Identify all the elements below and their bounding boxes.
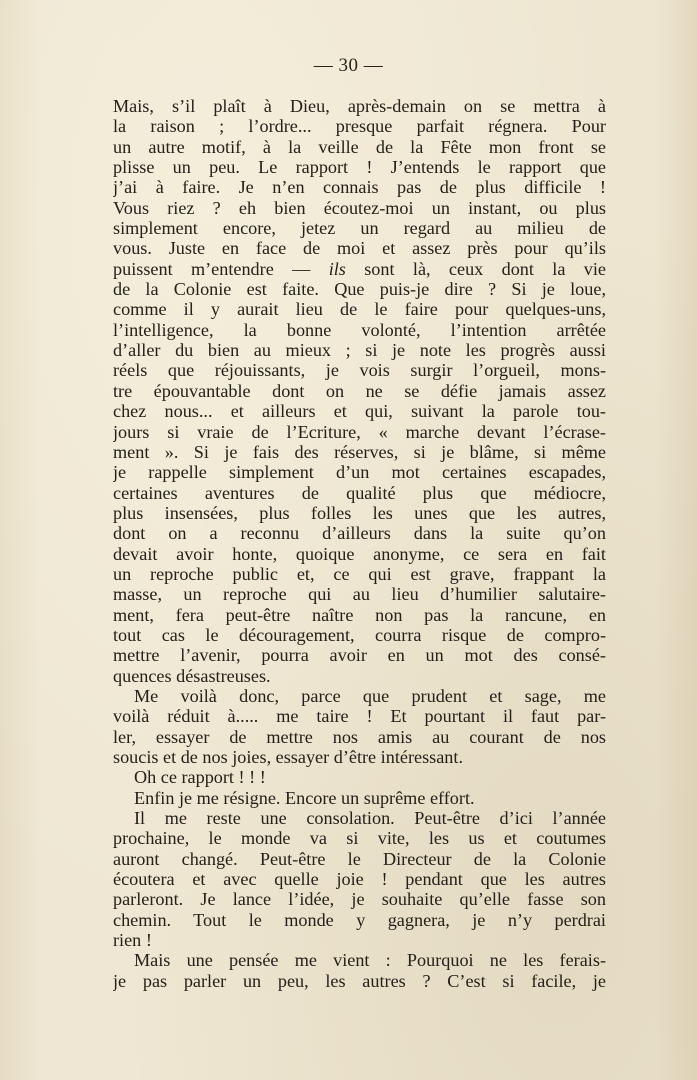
- text-line: Mais, s’il plaît à Dieu, après-demain on se mettra à: [113, 96, 606, 116]
- page-number: — 30 —: [313, 55, 384, 76]
- text-line: je pas parler un peu, les autres ? C’est si facile, je: [113, 970, 606, 991]
- text-line: je rappelle simplement d’un mot certaines escapades,: [113, 462, 606, 483]
- text-line: parleront. Je lance l’idée, je souhaite qu’elle fasse son: [113, 889, 606, 910]
- text-line: devait avoir honte, quoique anonyme, ce sera en fait: [113, 543, 606, 564]
- text-line: prochaine, le monde va si vite, les us et coutumes: [113, 828, 606, 849]
- text-line: masse, un reproche qui au lieu d’humilier salutaire-: [113, 584, 606, 605]
- text-line-segment: puissent m’entendre —: [113, 258, 329, 279]
- text-line: soucis et de nos joies, essayer d’être intéressant.: [113, 747, 464, 767]
- text-line: de la Colonie est faite. Que puis-je dire ? Si je loue,: [113, 279, 606, 300]
- text-line: chemin. Tout le monde y gagnera, je n’y perdrai: [113, 909, 606, 930]
- text-line: ment ». Si je fais des réserves, si je blâme, si même: [113, 441, 606, 462]
- text-line: plus insensées, plus folles les unes que les autres,: [113, 502, 606, 523]
- text-line: réels que réjouissants, je vois surgir l’orgueil, mons-: [113, 360, 606, 381]
- text-line: chez nous... et ailleurs et qui, suivant la parole tou-: [113, 401, 606, 422]
- text-line: Vous riez ? eh bien écoutez-moi un instant, ou plus: [113, 197, 606, 218]
- text-line: l’intelligence, la bonne volonté, l’intention arrêtée: [113, 319, 606, 340]
- text-line: certaines aventures de qualité plus que médiocre,: [113, 482, 606, 503]
- text-line: rien !: [113, 930, 152, 951]
- text-line: jours si vraie de l’Ecriture, « marche devant l’écrase-: [113, 421, 606, 442]
- text-line: écoutera et avec quelle joie ! pendant que les autres: [113, 869, 606, 890]
- text-line-segment: sont là, ceux dont la vie: [345, 258, 606, 279]
- text-line: simplement encore, jetez un regard au milieu de: [113, 218, 606, 239]
- text-line: Enfin je me résigne. Encore un suprême effort.: [134, 787, 475, 808]
- text-line: tre épouvantable dont on ne se défie jamais assez: [113, 380, 606, 401]
- text-line: d’aller du bien au mieux ; si je note les progrès aussi: [113, 340, 606, 361]
- text-line: la raison ; l’ordre... presque parfait régnera. Pour: [113, 116, 606, 137]
- text-line: ment, fera peut-être naître non pas la rancune, en: [113, 604, 606, 625]
- text-line: quences désastreuses.: [113, 665, 271, 686]
- text-line: auront changé. Peut-être le Directeur de la Colonie: [113, 848, 606, 869]
- text-line: Il me reste une consolation. Peut-être d’ici l’année: [134, 808, 606, 829]
- text-line: un reproche public et, ce qui est grave, frappant la: [113, 563, 606, 584]
- text-line: un autre motif, à la veille de la Fête mon front se: [113, 136, 606, 157]
- text-line: Oh ce rapport ! ! !: [134, 767, 266, 788]
- text-line: dont on a reconnu d’ailleurs dans la suite qu’on: [113, 523, 606, 544]
- text-line: Mais une pensée me vient : Pourquoi ne les ferais-: [134, 950, 606, 971]
- text-line: [113, 259, 606, 279]
- text-line: comme il y aurait lieu de le faire pour quelques-uns,: [113, 299, 606, 320]
- text-line: tout cas le découragement, courra risque de compro-: [113, 624, 606, 645]
- text-line: mettre l’avenir, pourra avoir en un mot des consé-: [113, 645, 606, 666]
- body-text: [113, 96, 606, 991]
- italic-word: ils: [328, 258, 346, 279]
- text-line: Me voilà donc, parce que prudent et sage, me: [134, 685, 606, 706]
- text-line: voilà réduit à..... me taire ! Et pourtant il faut par-: [113, 706, 606, 727]
- text-line: vous. Juste en face de moi et assez près pour qu’ils: [113, 238, 606, 259]
- text-line: j’ai à faire. Je n’en connais pas de plus difficile !: [113, 177, 606, 198]
- text-line: plisse un peu. Le rapport ! J’entends le rapport que: [113, 157, 606, 178]
- text-line: ler, essayer de mettre nos amis au courant de nos: [113, 726, 606, 747]
